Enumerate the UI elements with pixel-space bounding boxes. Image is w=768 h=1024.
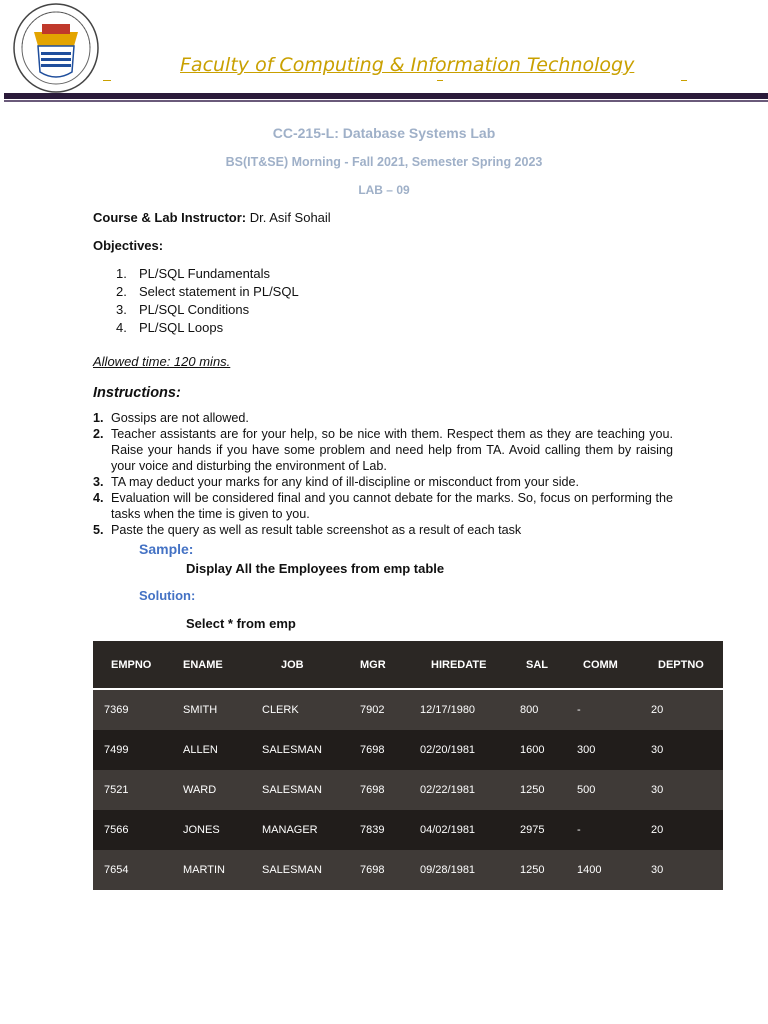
table-cell: 1250 (520, 850, 577, 890)
table-row (93, 730, 723, 770)
table-row (93, 689, 723, 730)
table-cell: 20 (651, 810, 723, 850)
solution-label: Solution: (139, 588, 196, 603)
program-line: BS(IT&SE) Morning - Fall 2021, Semester Spring 2023 (225, 155, 543, 169)
table-cell: 1600 (520, 730, 577, 770)
table-cell: - (577, 810, 651, 850)
table-cell: 20 (651, 689, 723, 730)
list-item: 2. Teacher assistants are for your help, so be nice with them. Respect them as they are teaching you. Raise your hands if you have some problem and need help from TA. Avoid calling them by raising your voice and disturbing the environment of Lab. (93, 427, 673, 473)
list-item: 4. Evaluation will be considered final and you cannot debate for the marks. So, focus on performing the tasks when the time is given to you. (93, 491, 673, 521)
table-row (93, 770, 723, 810)
instructions-title: Instructions: (93, 385, 181, 401)
list-item: 3. TA may deduct your marks for any kind of ill-discipline or misconduct from your side. (93, 475, 580, 489)
column-header: MGR (360, 641, 420, 689)
course-title: CC-215-L: Database Systems Lab (272, 125, 496, 141)
table-cell: 7698 (360, 730, 420, 770)
sample-label: Sample: (139, 541, 194, 557)
table-cell: JONES (183, 810, 262, 850)
table-cell: 30 (651, 850, 723, 890)
allowed-time: Allowed time: 120 mins. (93, 354, 231, 369)
table-cell: 09/28/1981 (420, 850, 520, 890)
table-cell: 7698 (360, 770, 420, 810)
table-cell: 7521 (93, 770, 183, 810)
list-item: 1. PL/SQL Fundamentals (116, 266, 271, 281)
instructor-line (93, 210, 331, 225)
table-header-row (93, 641, 723, 689)
table-cell: 30 (651, 770, 723, 810)
table-cell: 02/20/1981 (420, 730, 520, 770)
header-divider-shadow (4, 100, 768, 102)
column-header: JOB (262, 641, 360, 689)
table-cell: WARD (183, 770, 262, 810)
lab-number: LAB – 09 (358, 183, 410, 197)
table-cell: 7369 (93, 689, 183, 730)
table-cell: MARTIN (183, 850, 262, 890)
table-cell: 300 (577, 730, 651, 770)
table-cell: SALESMAN (262, 850, 360, 890)
emp-result-table (93, 641, 723, 890)
objectives-title: Objectives: (93, 238, 164, 253)
table-cell: 800 (520, 689, 577, 730)
table-cell: 500 (577, 770, 651, 810)
table-row (93, 810, 723, 850)
instructor-name: Dr. Asif Sohail (249, 210, 331, 225)
table-cell: 30 (651, 730, 723, 770)
table-cell: - (577, 689, 651, 730)
table-cell: 04/02/1981 (420, 810, 520, 850)
header-tick (681, 80, 687, 81)
column-header: SAL (520, 641, 577, 689)
table-cell: 1250 (520, 770, 577, 810)
table-cell: MANAGER (262, 810, 360, 850)
faculty-title: Faculty of Computing & Information Technology (180, 54, 635, 76)
table-cell: 1400 (577, 850, 651, 890)
table-cell: SMITH (183, 689, 262, 730)
objectives-list (116, 265, 299, 337)
table-cell: 7499 (93, 730, 183, 770)
header-divider (4, 93, 768, 99)
university-logo (12, 2, 100, 94)
table-cell: 7902 (360, 689, 420, 730)
column-header: DEPTNO (651, 641, 723, 689)
instructor-label: Course & Lab Instructor: (93, 210, 247, 225)
table-cell: 12/17/1980 (420, 689, 520, 730)
table-cell: CLERK (262, 689, 360, 730)
table-cell: ALLEN (183, 730, 262, 770)
table-cell: 7566 (93, 810, 183, 850)
column-header: EMPNO (93, 641, 183, 689)
table-cell: 7839 (360, 810, 420, 850)
table-row (93, 850, 723, 890)
table-cell: 7654 (93, 850, 183, 890)
table-cell: 7698 (360, 850, 420, 890)
solution-query: Select * from emp (186, 616, 296, 631)
list-item: 1. Gossips are not allowed. (93, 411, 249, 425)
header-tick (103, 80, 111, 81)
table-cell: SALESMAN (262, 730, 360, 770)
list-item: 4. PL/SQL Loops (116, 320, 224, 335)
header-tick (437, 80, 443, 81)
list-item: 3. PL/SQL Conditions (116, 302, 250, 317)
table-cell: 02/22/1981 (420, 770, 520, 810)
column-header: COMM (577, 641, 651, 689)
list-item: 2. Select statement in PL/SQL (116, 284, 299, 299)
sample-text: Display All the Employees from emp table (186, 561, 445, 576)
list-item: 5. Paste the query as well as result table screenshot as a result of each task (93, 523, 522, 537)
instructions-list (93, 410, 673, 538)
column-header: HIREDATE (420, 641, 520, 689)
table-cell: SALESMAN (262, 770, 360, 810)
table-cell: 2975 (520, 810, 577, 850)
column-header: ENAME (183, 641, 262, 689)
